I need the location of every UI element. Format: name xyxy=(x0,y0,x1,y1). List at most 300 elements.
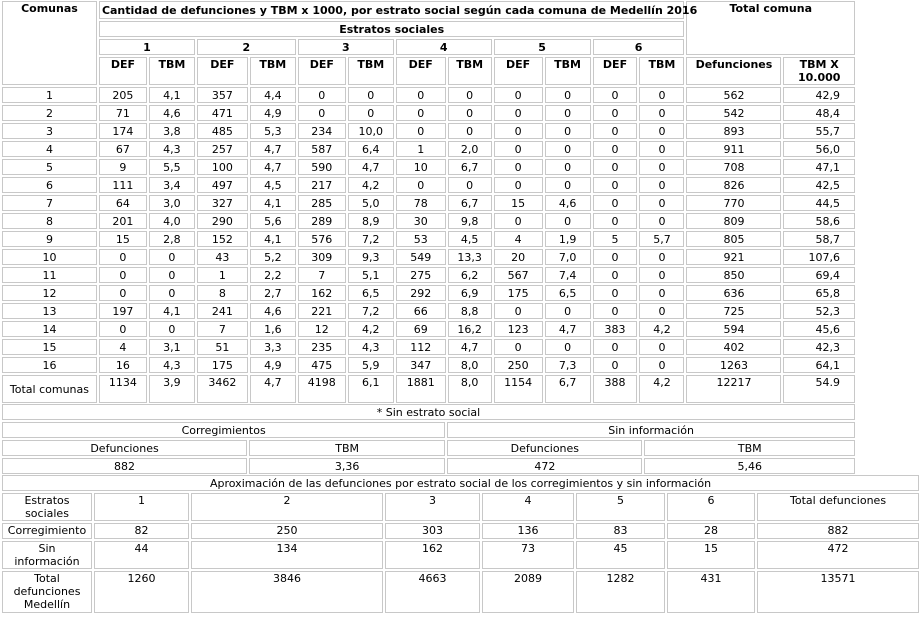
def-cell: 0 xyxy=(593,159,638,175)
total-def-cell: 562 xyxy=(686,87,781,103)
def-cell: 205 xyxy=(99,87,147,103)
def-cell: 0 xyxy=(593,141,638,157)
def-cell: 576 xyxy=(298,231,346,247)
tbm-cell: 0 xyxy=(639,123,684,139)
total-def-cell: 4198 xyxy=(298,375,346,403)
tbm-cell: 4,6 xyxy=(149,105,195,121)
tbm-cell: 8,8 xyxy=(448,303,492,319)
comuna-cell: 14 xyxy=(2,321,97,337)
def-cell: 0 xyxy=(494,339,543,355)
table-row xyxy=(2,123,855,139)
comuna-cell: 16 xyxy=(2,357,97,373)
table-row xyxy=(2,303,855,319)
def-cell: 0 xyxy=(593,285,638,301)
estratos-sociales-header: Estratos sociales xyxy=(99,21,685,37)
tbm-cell: 6,9 xyxy=(448,285,492,301)
tbm-cell: 8,0 xyxy=(448,357,492,373)
total-def-cell: 809 xyxy=(686,213,781,229)
table-row xyxy=(2,141,855,157)
tbm-cell: 0 xyxy=(639,195,684,211)
grand-total-def: 12217 xyxy=(686,375,781,403)
aprox-estrato-cell: 73 xyxy=(482,541,574,569)
tbm-cell: 0 xyxy=(149,321,195,337)
def-cell: 100 xyxy=(197,159,248,175)
tbm-cell: 0 xyxy=(348,87,394,103)
tbm-cell: 0 xyxy=(348,105,394,121)
tbm-header: TBM xyxy=(545,57,591,85)
comuna-cell: 6 xyxy=(2,177,97,193)
def-cell: 0 xyxy=(593,87,638,103)
def-cell: 290 xyxy=(197,213,248,229)
def-cell: 197 xyxy=(99,303,147,319)
tbm-cell: 0 xyxy=(639,213,684,229)
tbm-header: TBM xyxy=(639,57,684,85)
tbm-cell: 0 xyxy=(639,177,684,193)
tbm-cell: 0 xyxy=(149,285,195,301)
def-header: DEF xyxy=(396,57,446,85)
total-tbm-cell: 44,5 xyxy=(783,195,855,211)
def-cell: 0 xyxy=(593,177,638,193)
def-cell: 53 xyxy=(396,231,446,247)
tbm-cell: 4,1 xyxy=(149,87,195,103)
aprox-estrato-cell: 3846 xyxy=(191,571,383,613)
tbm-cell: 0 xyxy=(639,159,684,175)
tbm-cell: 3,3 xyxy=(250,339,296,355)
note-sin-estrato: * Sin estrato social xyxy=(2,404,855,420)
tbm-cell: 4,9 xyxy=(250,105,296,121)
tbm-cell: 4,7 xyxy=(250,159,296,175)
def-cell: 51 xyxy=(197,339,248,355)
total-def-cell: 388 xyxy=(593,375,638,403)
aprox-total-cell: 13571 xyxy=(757,571,919,613)
total-comuna-header: Total comuna xyxy=(686,1,855,55)
tbm-cell: 0 xyxy=(448,87,492,103)
sin-informacion-header: Sin información xyxy=(447,422,855,438)
def-cell: 0 xyxy=(593,195,638,211)
total-tbm-cell: 69,4 xyxy=(783,267,855,283)
def-cell: 123 xyxy=(494,321,543,337)
def-cell: 15 xyxy=(99,231,147,247)
total-tbm-cell: 42,5 xyxy=(783,177,855,193)
comuna-cell: 3 xyxy=(2,123,97,139)
def-cell: 471 xyxy=(197,105,248,121)
total-tbm-cell: 8,0 xyxy=(448,375,492,403)
def-cell: 43 xyxy=(197,249,248,265)
tbm-cell: 16,2 xyxy=(448,321,492,337)
aprox-estrato-cell: 250 xyxy=(191,523,383,539)
table-row xyxy=(2,87,855,103)
total-def-cell: 542 xyxy=(686,105,781,121)
total-def-cell: 893 xyxy=(686,123,781,139)
def-cell: 112 xyxy=(396,339,446,355)
def-cell: 0 xyxy=(99,321,147,337)
total-def-cell: 911 xyxy=(686,141,781,157)
total-tbm-cell: 52,3 xyxy=(783,303,855,319)
total-tbm-cell: 55,7 xyxy=(783,123,855,139)
table-row xyxy=(2,105,855,121)
tbm-cell: 5,5 xyxy=(149,159,195,175)
def-cell: 8 xyxy=(197,285,248,301)
tbm-cell: 4,2 xyxy=(348,177,394,193)
def-cell: 69 xyxy=(396,321,446,337)
def-cell: 309 xyxy=(298,249,346,265)
tbm-cell: 5,0 xyxy=(348,195,394,211)
def-cell: 0 xyxy=(396,123,446,139)
def-cell: 4 xyxy=(99,339,147,355)
table-row xyxy=(2,267,855,283)
estrato-header-5: 5 xyxy=(494,39,591,55)
tbm-cell: 4,3 xyxy=(149,357,195,373)
tbm-cell: 0 xyxy=(545,141,591,157)
tbm-cell: 3,0 xyxy=(149,195,195,211)
tbm-cell: 5,7 xyxy=(639,231,684,247)
tbm-cell: 0 xyxy=(639,87,684,103)
tbm-cell: 7,4 xyxy=(545,267,591,283)
total-defunciones-header: Total defunciones xyxy=(757,493,919,521)
def-cell: 0 xyxy=(593,339,638,355)
def-cell: 217 xyxy=(298,177,346,193)
def-cell: 235 xyxy=(298,339,346,355)
def-cell: 234 xyxy=(298,123,346,139)
tbm-cell: 4,3 xyxy=(348,339,394,355)
tbm-cell: 10,0 xyxy=(348,123,394,139)
total-def-cell: 826 xyxy=(686,177,781,193)
def-cell: 0 xyxy=(99,249,147,265)
def-cell: 0 xyxy=(494,87,543,103)
total-def-cell: 1154 xyxy=(494,375,543,403)
tbm-cell: 8,9 xyxy=(348,213,394,229)
tbm-cell: 4,7 xyxy=(545,321,591,337)
tbm-cell: 6,2 xyxy=(448,267,492,283)
tbm-cell: 0 xyxy=(448,105,492,121)
tbm-cell: 4,5 xyxy=(448,231,492,247)
total-def-cell: 1263 xyxy=(686,357,781,373)
aprox-estrato-header-1: 1 xyxy=(94,493,189,521)
tbm-cell: 0 xyxy=(545,87,591,103)
tbm-cell: 6,7 xyxy=(448,195,492,211)
total-def-cell: 3462 xyxy=(197,375,248,403)
def-cell: 383 xyxy=(593,321,638,337)
table-row xyxy=(2,321,855,337)
def-cell: 174 xyxy=(99,123,147,139)
def-cell: 0 xyxy=(593,213,638,229)
total-def-cell: 594 xyxy=(686,321,781,337)
tbm-cell: 0 xyxy=(639,249,684,265)
table-row xyxy=(2,159,855,175)
tbm-cell: 0 xyxy=(545,123,591,139)
table-row xyxy=(2,357,855,373)
table-row xyxy=(2,177,855,193)
def-cell: 175 xyxy=(197,357,248,373)
aprox-estrato-header-2: 2 xyxy=(191,493,383,521)
comuna-cell: 11 xyxy=(2,267,97,283)
total-tbm-cell: 42,9 xyxy=(783,87,855,103)
comuna-cell: 7 xyxy=(2,195,97,211)
estrato-header-1: 1 xyxy=(99,39,195,55)
tbm-cell: 0 xyxy=(545,177,591,193)
tbm-cell: 4,7 xyxy=(250,141,296,157)
def-cell: 250 xyxy=(494,357,543,373)
def-cell: 275 xyxy=(396,267,446,283)
corr-tbm-value: 3,36 xyxy=(249,458,445,474)
tbm-cell: 9,3 xyxy=(348,249,394,265)
def-cell: 0 xyxy=(593,123,638,139)
def-cell: 9 xyxy=(99,159,147,175)
corr-tbm-header: TBM xyxy=(249,440,445,456)
def-cell: 357 xyxy=(197,87,248,103)
tbm-cell: 0 xyxy=(448,177,492,193)
def-cell: 285 xyxy=(298,195,346,211)
sin-tbm-header: TBM xyxy=(644,440,855,456)
tbm-cell: 0 xyxy=(639,339,684,355)
tbm-cell: 2,2 xyxy=(250,267,296,283)
def-cell: 549 xyxy=(396,249,446,265)
def-cell: 64 xyxy=(99,195,147,211)
def-header: DEF xyxy=(298,57,346,85)
def-cell: 0 xyxy=(298,105,346,121)
tbm-cell: 7,2 xyxy=(348,303,394,319)
def-cell: 66 xyxy=(396,303,446,319)
def-cell: 0 xyxy=(593,267,638,283)
tbm-cell: 0 xyxy=(149,267,195,283)
total-def-cell: 921 xyxy=(686,249,781,265)
tbm-cell: 4,1 xyxy=(149,303,195,319)
def-cell: 241 xyxy=(197,303,248,319)
corregimientos-header: Corregimientos xyxy=(2,422,445,438)
def-cell: 71 xyxy=(99,105,147,121)
aprox-estrato-header-5: 5 xyxy=(576,493,665,521)
def-cell: 0 xyxy=(298,87,346,103)
tbm-cell: 6,5 xyxy=(348,285,394,301)
def-cell: 0 xyxy=(99,267,147,283)
tbm-cell: 4,6 xyxy=(545,195,591,211)
aprox-estrato-cell: 1260 xyxy=(94,571,189,613)
table-row xyxy=(2,249,855,265)
comuna-cell: 13 xyxy=(2,303,97,319)
total-def-cell: 725 xyxy=(686,303,781,319)
total-tbm-cell: 42,3 xyxy=(783,339,855,355)
comuna-cell: 12 xyxy=(2,285,97,301)
corr-defunciones-header: Defunciones xyxy=(2,440,247,456)
total-def-cell: 1134 xyxy=(99,375,147,403)
tbm-cell: 0 xyxy=(639,303,684,319)
tbm-cell: 0 xyxy=(545,339,591,355)
total-def-cell: 1881 xyxy=(396,375,446,403)
aprox-estrato-cell: 28 xyxy=(667,523,755,539)
def-cell: 0 xyxy=(593,357,638,373)
total-def-cell: 805 xyxy=(686,231,781,247)
tbm-cell: 0 xyxy=(545,159,591,175)
total-def-cell: 850 xyxy=(686,267,781,283)
def-cell: 221 xyxy=(298,303,346,319)
tbm-cell: 0 xyxy=(639,141,684,157)
aprox-estrato-cell: 44 xyxy=(94,541,189,569)
tbm-cell: 3,8 xyxy=(149,123,195,139)
def-cell: 0 xyxy=(99,285,147,301)
def-cell: 587 xyxy=(298,141,346,157)
def-cell: 0 xyxy=(494,141,543,157)
total-tbm-cell: 45,6 xyxy=(783,321,855,337)
table-row xyxy=(2,523,919,539)
def-cell: 590 xyxy=(298,159,346,175)
def-cell: 257 xyxy=(197,141,248,157)
def-cell: 10 xyxy=(396,159,446,175)
comuna-cell: 4 xyxy=(2,141,97,157)
def-cell: 20 xyxy=(494,249,543,265)
aproximacion-title: Aproximación de las defunciones por estrato social de los corregimientos y sin información xyxy=(2,475,919,491)
total-tbm-cell: 6,7 xyxy=(545,375,591,403)
def-cell: 0 xyxy=(494,177,543,193)
comuna-cell: 2 xyxy=(2,105,97,121)
corr-defunciones-value: 882 xyxy=(2,458,247,474)
tbm-cell: 4,0 xyxy=(149,213,195,229)
aprox-estrato-cell: 136 xyxy=(482,523,574,539)
total-tbm-cell: 6,1 xyxy=(348,375,394,403)
def-cell: 497 xyxy=(197,177,248,193)
tbm-cell: 0 xyxy=(639,285,684,301)
def-cell: 327 xyxy=(197,195,248,211)
tbm-cell: 5,2 xyxy=(250,249,296,265)
total-def-cell: 402 xyxy=(686,339,781,355)
total-tbm-cell: 4,7 xyxy=(250,375,296,403)
tbm-cell: 0 xyxy=(639,357,684,373)
comuna-cell: 5 xyxy=(2,159,97,175)
tbm-cell: 1,9 xyxy=(545,231,591,247)
tbm-cell: 4,2 xyxy=(639,321,684,337)
tbm-cell: 4,2 xyxy=(348,321,394,337)
tbm-cell: 5,6 xyxy=(250,213,296,229)
tbm-header: TBM xyxy=(149,57,195,85)
aprox-row-label: Total defunciones Medellín xyxy=(2,571,92,613)
estrato-header-3: 3 xyxy=(298,39,394,55)
def-header: DEF xyxy=(197,57,248,85)
aprox-estrato-cell: 162 xyxy=(385,541,480,569)
def-header: DEF xyxy=(593,57,638,85)
comuna-cell: 9 xyxy=(2,231,97,247)
tbm-cell: 7,0 xyxy=(545,249,591,265)
tbm-cell: 4,3 xyxy=(149,141,195,157)
tbm-cell: 3,4 xyxy=(149,177,195,193)
aprox-estrato-cell: 83 xyxy=(576,523,665,539)
tbm-cell: 4,1 xyxy=(250,231,296,247)
comuna-cell: 8 xyxy=(2,213,97,229)
aprox-estrato-cell: 15 xyxy=(667,541,755,569)
aprox-estrato-cell: 303 xyxy=(385,523,480,539)
total-tbm-cell: 58,6 xyxy=(783,213,855,229)
def-cell: 0 xyxy=(593,105,638,121)
def-cell: 201 xyxy=(99,213,147,229)
def-cell: 12 xyxy=(298,321,346,337)
tbm-cell: 4,5 xyxy=(250,177,296,193)
total-tbm-cell: 47,1 xyxy=(783,159,855,175)
def-cell: 0 xyxy=(494,159,543,175)
def-cell: 0 xyxy=(593,249,638,265)
aprox-row-label: Sin información xyxy=(2,541,92,569)
def-cell: 475 xyxy=(298,357,346,373)
main-title: Cantidad de defunciones y TBM x 1000, por estrato social según cada comuna de Medellín 2016 xyxy=(99,1,685,19)
table-row xyxy=(2,285,855,301)
tbm-cell: 5,1 xyxy=(348,267,394,283)
comuna-cell: 15 xyxy=(2,339,97,355)
tbm-cell: 13,3 xyxy=(448,249,492,265)
def-cell: 111 xyxy=(99,177,147,193)
aprox-estrato-header-6: 6 xyxy=(667,493,755,521)
sin-defunciones-header: Defunciones xyxy=(447,440,642,456)
tbm-cell: 7,3 xyxy=(545,357,591,373)
def-cell: 292 xyxy=(396,285,446,301)
def-cell: 1 xyxy=(396,141,446,157)
aprox-estrato-cell: 431 xyxy=(667,571,755,613)
def-cell: 0 xyxy=(494,303,543,319)
total-tbm-cell: 107,6 xyxy=(783,249,855,265)
def-cell: 16 xyxy=(99,357,147,373)
def-cell: 0 xyxy=(494,213,543,229)
comuna-cell: 10 xyxy=(2,249,97,265)
table-row xyxy=(2,213,855,229)
total-tbm-cell: 4,2 xyxy=(639,375,684,403)
comuna-cell: 1 xyxy=(2,87,97,103)
def-cell: 5 xyxy=(593,231,638,247)
comunas-header: Comunas xyxy=(2,1,97,85)
aprox-estrato-cell: 2089 xyxy=(482,571,574,613)
total-tbm-cell: 64,1 xyxy=(783,357,855,373)
tbm-cell: 5,3 xyxy=(250,123,296,139)
sin-defunciones-value: 472 xyxy=(447,458,642,474)
table-row xyxy=(2,231,855,247)
total-tbm-cell: 58,7 xyxy=(783,231,855,247)
sin-tbm-value: 5,46 xyxy=(644,458,855,474)
def-cell: 152 xyxy=(197,231,248,247)
total-row xyxy=(2,375,855,403)
tbm-cell: 0 xyxy=(545,213,591,229)
total-tbm-cell: 48,4 xyxy=(783,105,855,121)
table-row xyxy=(2,339,855,355)
def-cell: 4 xyxy=(494,231,543,247)
total-def-cell: 770 xyxy=(686,195,781,211)
def-cell: 175 xyxy=(494,285,543,301)
aproximacion-table xyxy=(0,473,921,615)
tbm-header: TBM xyxy=(250,57,296,85)
tbm-10000-header: TBM X 10.000 xyxy=(783,57,855,85)
tbm-cell: 4,4 xyxy=(250,87,296,103)
aprox-estrato-header-4: 4 xyxy=(482,493,574,521)
aprox-row-label: Corregimiento xyxy=(2,523,92,539)
def-cell: 0 xyxy=(494,105,543,121)
tbm-cell: 6,7 xyxy=(448,159,492,175)
def-cell: 567 xyxy=(494,267,543,283)
def-cell: 0 xyxy=(494,123,543,139)
tbm-cell: 9,8 xyxy=(448,213,492,229)
def-cell: 0 xyxy=(396,87,446,103)
tbm-cell: 6,4 xyxy=(348,141,394,157)
def-cell: 289 xyxy=(298,213,346,229)
def-cell: 7 xyxy=(298,267,346,283)
def-cell: 7 xyxy=(197,321,248,337)
estrato-header-4: 4 xyxy=(396,39,492,55)
table-row xyxy=(2,541,919,569)
aprox-total-cell: 472 xyxy=(757,541,919,569)
tbm-cell: 0 xyxy=(149,249,195,265)
aprox-estrato-cell: 4663 xyxy=(385,571,480,613)
def-cell: 485 xyxy=(197,123,248,139)
total-comunas-label: Total comunas xyxy=(2,375,97,403)
aprox-estrato-cell: 45 xyxy=(576,541,665,569)
sin-estrato-table xyxy=(0,402,857,476)
total-def-cell: 636 xyxy=(686,285,781,301)
total-tbm-cell: 3,9 xyxy=(149,375,195,403)
aprox-estrato-cell: 134 xyxy=(191,541,383,569)
defunciones-header: Defunciones xyxy=(686,57,781,85)
